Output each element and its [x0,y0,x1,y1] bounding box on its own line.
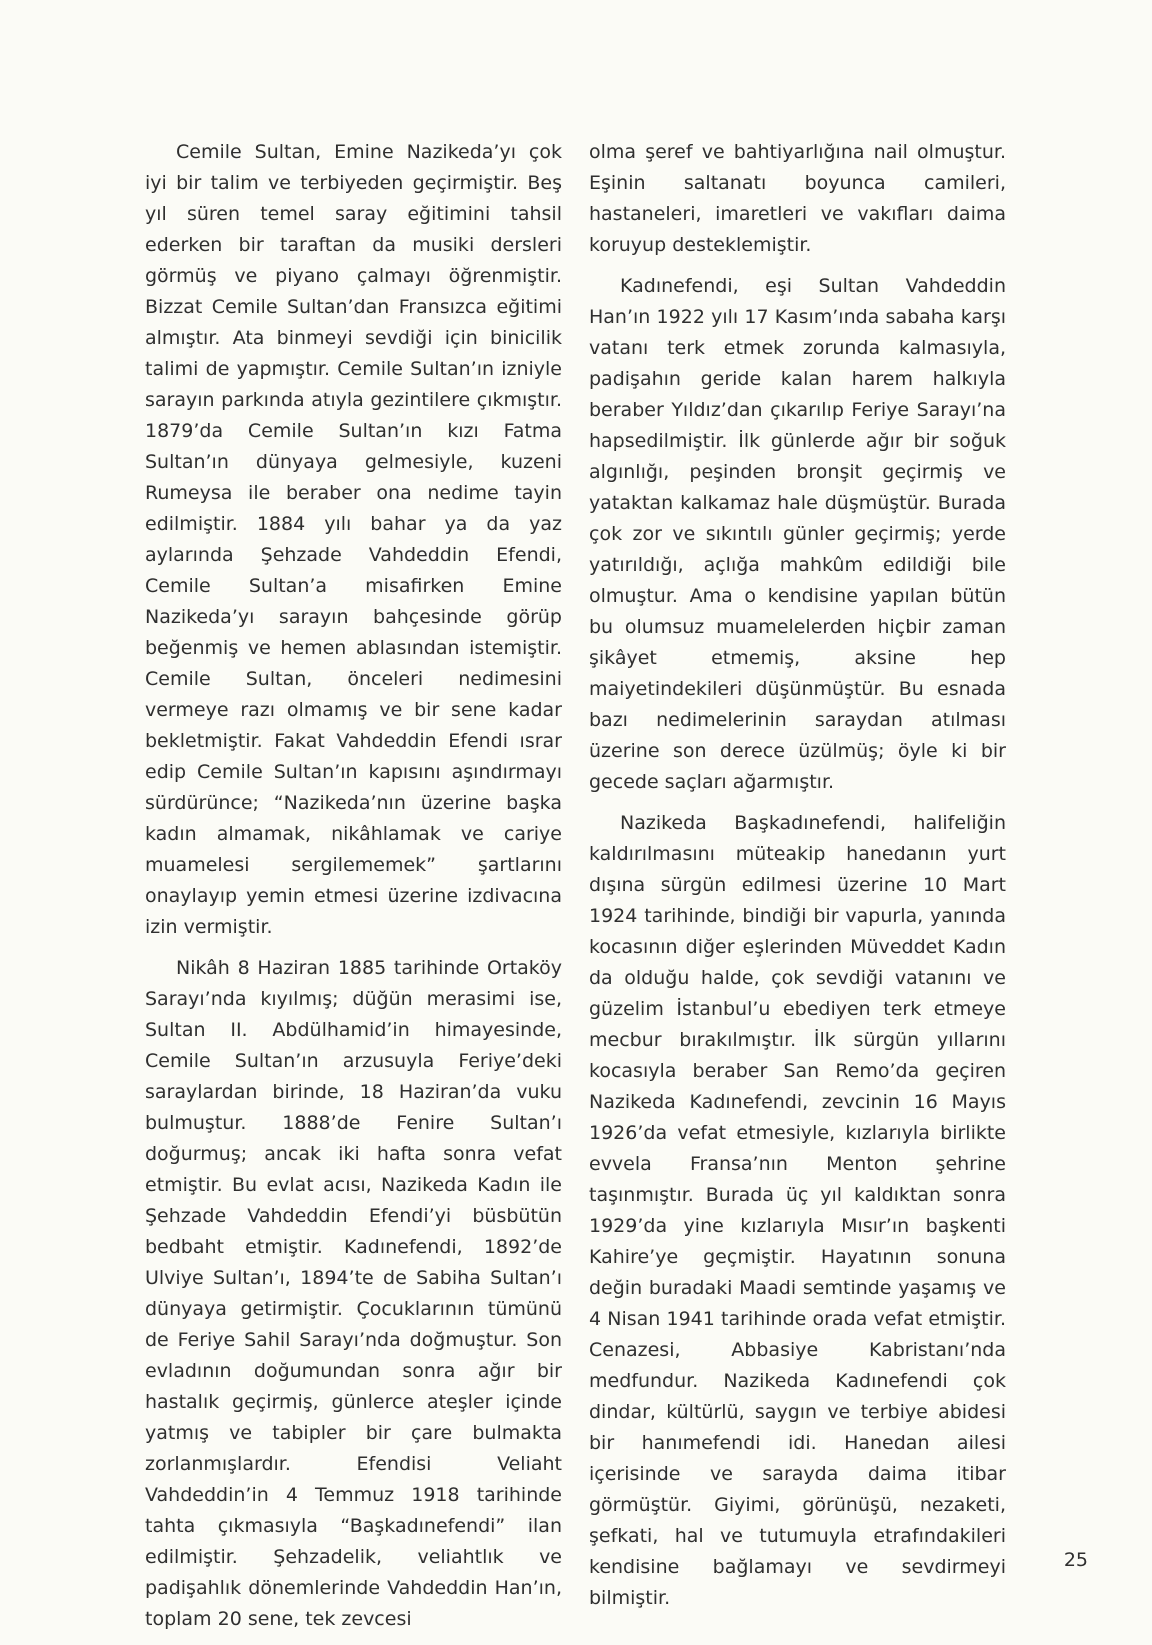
left-paragraph-2: Nikâh 8 Haziran 1885 tarihinde Ortaköy Sarayı’nda kıyılmış; düğün merasimi ise, Sultan II. Abdülhamid’in himayesinde, Cemile Sultan’ın arzusuyla Feriye’deki saraylardan birinde, 18 Haziran’da vuku bulmuştur. 1888’de Fenire Sultan’ı doğurmuş; ancak iki hafta sonra vefat etmiştir. Bu evlat acısı, Nazikeda Kadın ile Şehzade Vahdeddin Efendi’yi büsbütün bedbaht etmiştir. Kadınefendi, 1892’de Ulviye Sultan’ı, 1894’te de Sabiha Sultan’ı dünyaya getirmiştir. Çocuklarının tümünü de Feriye Sahil Sarayı’nda doğmuştur. Son evladının doğumundan sonra ağır bir hastalık geçirmiş, günlerce ateşler içinde yatmış ve tabipler bir çare bulmakta zorlanmışlardır. Efendisi Veliaht Vahdeddin’in 4 Temmuz 1918 tarihinde tahta çıkmasıyla “Başkadınefendi” ilan edilmiştir. Şehzadelik, veliahtlık ve padişahlık dönemlerinde Vahdeddin Han’ın, toplam 20 sene, tek zevcesi [145,957,562,1630]
right-paragraph-3: Nazikeda Başkadınefendi, halifeliğin kaldırılmasını müteakip hanedanın yurt dışına sürgün edilmesi üzerine 10 Mart 1924 tarihinde, bindiği bir vapurla, yanında kocasının diğer eşlerinden Müveddet Kadın da olduğu halde, çok sevdiği vatanını ve güzelim İstanbul’u ebediyen terk etmeye mecbur bırakılmıştır. İlk sürgün yıllarını kocasıyla beraber San Remo’da geçiren Nazikeda Kadınefendi, zevcinin 16 Mayıs 1926’da vefat etmesiyle, kızlarıyla birlikte evvela Fransa’nın Menton şehrine taşınmıştır. Burada üç yıl kaldıktan sonra 1929’da yine kızlarıyla Mısır’ın başkenti Kahire’ye geçmiştir. Hayatının sonuna değin buradaki Maadi semtinde yaşamış ve 4 Nisan 1941 tarihinde orada vefat etmiştir. Cenazesi, Abbasiye Kabristanı’nda medfundur. Nazikeda Kadınefendi çok dindar, kültürlü, saygın ve terbiye abidesi bir hanımefendi idi. Hanedan ailesi içerisinde ve sarayda daima itibar görmüştür. Giyimi, görünüşü, nezaketi, şefkati, hal ve tutumuyla etrafındakileri kendisine bağlamayı ve sevdirmeyi bilmiştir. [589,812,1006,1609]
right-paragraph-1: olma şeref ve bahtiyarlığına nail olmuştur. Eşinin saltanatı boyunca camileri, hastaneleri, imaretleri ve vakıfları daima koruyup desteklemiştir. [589,141,1006,256]
left-text-column [145,137,562,1645]
page-number: 25 [1063,1549,1088,1571]
right-paragraph-2: Kadınefendi, eşi Sultan Vahdeddin Han’ın 1922 yılı 17 Kasım’ında sabaha karşı vatanı terk etmek zorunda kalmasıyla, padişahın geride kalan harem halkıyla beraber Yıldız’dan çıkarılıp Feriye Sarayı’na hapsedilmiştir. İlk günlerde ağır bir soğuk algınlığı, peşinden bronşit geçirmiş ve yataktan kalkamaz hale düşmüştür. Burada çok zor ve sıkıntılı günler geçirmiş; yerde yatırıldığı, açlığa mahkûm edildiği bile olmuştur. Ama o kendisine yapılan bütün bu olumsuz muamelelerden hiçbir zaman şikâyet etmemiş, aksine hep maiyetindekileri düşünmüştür. Bu esnada bazı nedimelerinin saraydan atılması üzerine son derece üzülmüş; öyle ki bir gecede saçları ağarmıştır. [589,275,1006,793]
left-paragraph-1: Cemile Sultan, Emine Nazikeda’yı çok iyi bir talim ve terbiyeden geçirmiştir. Beş yıl süren temel saray eğitimini tahsil ederken bir taraftan da musiki dersleri görmüş ve piyano çalmayı öğrenmiştir. Bizzat Cemile Sultan’dan Fransızca eğitimi almıştır. Ata binmeyi sevdiği için binicilik talimi de yapmıştır. Cemile Sultan’ın izniyle sarayın parkında atıyla gezintilere çıkmıştır. 1879’da Cemile Sultan’ın kızı Fatma Sultan’ın dünyaya gelmesiyle, kuzeni Rumeysa ile beraber ona nedime tayin edilmiştir. 1884 yılı bahar ya da yaz aylarında Şehzade Vahdeddin Efendi, Cemile Sultan’a misafirken Emine Nazikeda’yı sarayın bahçesinde görüp beğenmiş ve hemen ablasından istemiştir. Cemile Sultan, önceleri nedimesini vermeye razı olmamış ve bir sene kadar bekletmiştir. Fakat Vahdeddin Efendi ısrar edip Cemile Sultan’ın kapısını aşındırmayı sürdürünce; “Nazikeda’nın üzerine başka kadın almamak, nikâhlamak ve cariye muamelesi sergilememek” şartlarını onaylayıp yemin etmesi üzerine izdivacına izin vermiştir. [145,141,562,938]
right-text-column [589,137,1006,1624]
